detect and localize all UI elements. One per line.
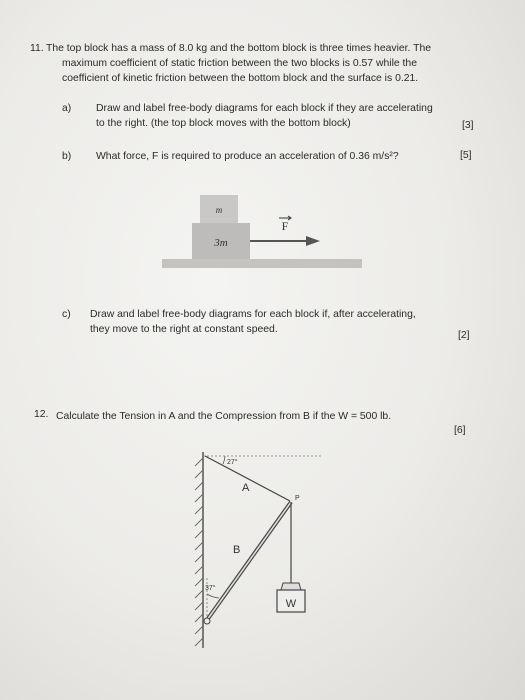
q11b-text: What force, F is required to produce an acceleration of 0.36 m/s²?: [96, 151, 399, 162]
q12-text: Calculate the Tension in A and the Compression from B if the W = 500 lb.: [56, 411, 392, 422]
q11a-label: a): [62, 103, 72, 114]
q11-line1: The top block has a mass of 8.0 kg and the bottom block is three times heavier. The: [46, 43, 432, 54]
q11c-label: c): [62, 309, 71, 320]
q11a-line1: Draw and label free-body diagrams for each block if they are accelerating: [96, 103, 433, 114]
q11b-marks: [5]: [460, 150, 472, 161]
boom-figure: [175, 438, 335, 663]
angle-top-label: 27°: [227, 459, 238, 466]
top-block-label: m: [215, 205, 223, 215]
cable-a: [205, 456, 290, 501]
q11-number: 11.: [30, 43, 44, 54]
q11c-marks: [2]: [458, 330, 470, 341]
force-arrowhead: [306, 236, 320, 246]
q11c-line1: Draw and label free-body diagrams for each block if, after accelerating,: [90, 309, 416, 320]
weight-hook: [281, 583, 301, 590]
angle-bottom-label: 37°: [205, 585, 216, 592]
ground-surface: [162, 259, 362, 268]
q11b-label: b): [62, 151, 72, 162]
wall-hatching: [195, 458, 203, 646]
q11c-line2: they move to the right at constant speed.: [90, 324, 278, 335]
member-a-label: A: [242, 482, 250, 494]
bottom-block-label: 3m: [214, 237, 228, 249]
q12-marks: [6]: [454, 425, 466, 436]
q11a-marks: [3]: [462, 120, 474, 131]
member-b-label: B: [233, 544, 241, 556]
force-label: F: [281, 219, 289, 233]
q12-number: 12.: [34, 409, 49, 420]
pivot: [204, 618, 210, 624]
q11a-line2: to the right. (the top block moves with the bottom block): [96, 118, 351, 129]
q11-line2: maximum coefficient of static friction between the two blocks is 0.57 while the: [62, 58, 417, 69]
blocks-figure: [150, 185, 370, 275]
weight-label: W: [285, 598, 297, 610]
q11-line3: coefficient of kinetic friction between the bottom block and the surface is 0.21.: [62, 73, 419, 84]
point-p-label: P: [295, 495, 300, 502]
